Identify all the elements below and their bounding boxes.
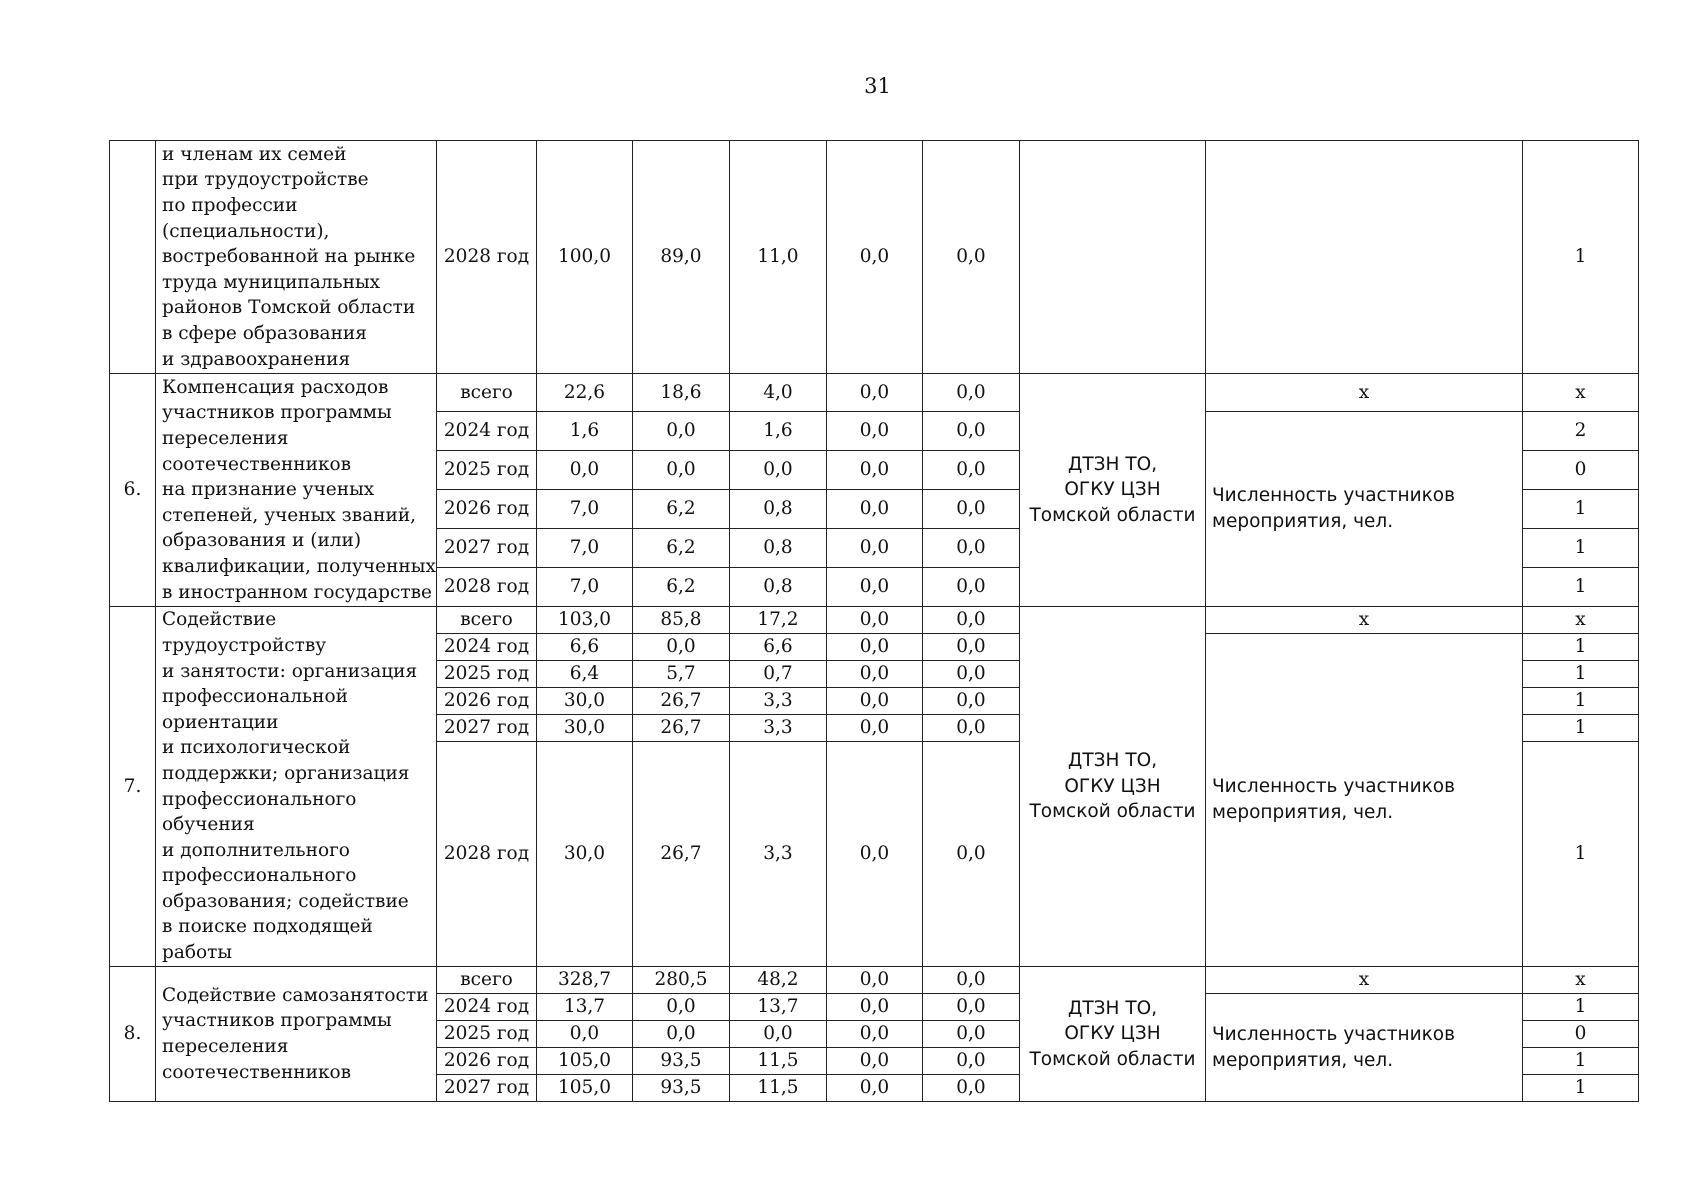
year-cell: 2027 год bbox=[437, 529, 537, 568]
value-cell: 0,0 bbox=[827, 661, 923, 688]
value-cell: 0,8 bbox=[730, 568, 827, 607]
value-cell: 0,0 bbox=[923, 568, 1020, 607]
value-cell: 0,0 bbox=[923, 994, 1020, 1021]
program-activities-table bbox=[109, 140, 1639, 1102]
target-value: 1 bbox=[1523, 688, 1639, 715]
value-cell: 0,0 bbox=[827, 568, 923, 607]
value-cell: 18,6 bbox=[633, 374, 730, 412]
value-cell: 5,7 bbox=[633, 661, 730, 688]
value-cell: 100,0 bbox=[537, 141, 633, 374]
value-cell: 328,7 bbox=[537, 967, 633, 994]
target-value: 1 bbox=[1523, 742, 1639, 967]
value-cell: 4,0 bbox=[730, 374, 827, 412]
target-value: 1 bbox=[1523, 634, 1639, 661]
value-cell: 0,0 bbox=[923, 967, 1020, 994]
year-cell: всего bbox=[437, 374, 537, 412]
value-cell: 0,0 bbox=[923, 634, 1020, 661]
value-cell: 0,0 bbox=[827, 688, 923, 715]
value-cell: 1,6 bbox=[537, 412, 633, 451]
value-cell: 7,0 bbox=[537, 529, 633, 568]
year-cell: 2028 год bbox=[437, 141, 537, 374]
value-cell: 0,0 bbox=[537, 1021, 633, 1048]
executor-cell bbox=[1020, 141, 1206, 374]
table-row bbox=[110, 374, 1639, 412]
value-cell: 6,6 bbox=[730, 634, 827, 661]
value-cell: 0,0 bbox=[923, 688, 1020, 715]
value-cell: 0,0 bbox=[923, 742, 1020, 967]
value-cell: 105,0 bbox=[537, 1075, 633, 1102]
activity-name: Содействие самозанятости участников программы переселения соотечественников bbox=[156, 967, 437, 1102]
target-value: 1 bbox=[1523, 715, 1639, 742]
activity-name: и членам их семей при трудоустройстве по профессии (специальности), востребованной на рынке труда муниципальных районов Томской области в сфере образования и здравоохранения bbox=[156, 141, 437, 374]
year-cell: 2025 год bbox=[437, 661, 537, 688]
target-value: 1 bbox=[1523, 994, 1639, 1021]
value-cell: 0,0 bbox=[633, 451, 730, 490]
row-number: 8. bbox=[110, 967, 156, 1102]
value-cell: 93,5 bbox=[633, 1075, 730, 1102]
value-cell: 11,5 bbox=[730, 1075, 827, 1102]
indicator-cell: Численность участников мероприятия, чел. bbox=[1206, 634, 1523, 967]
value-cell: 13,7 bbox=[730, 994, 827, 1021]
executor-cell: ДТЗН ТО, ОГКУ ЦЗН Томской области bbox=[1020, 374, 1206, 607]
year-cell: 2026 год bbox=[437, 688, 537, 715]
value-cell: 0,0 bbox=[730, 451, 827, 490]
value-cell: 6,2 bbox=[633, 568, 730, 607]
year-cell: 2025 год bbox=[437, 451, 537, 490]
table-row bbox=[110, 607, 1639, 634]
value-cell: 0,0 bbox=[923, 529, 1020, 568]
value-cell: 0,0 bbox=[633, 994, 730, 1021]
value-cell: 0,0 bbox=[827, 967, 923, 994]
table-row bbox=[110, 141, 1639, 374]
target-value: 0 bbox=[1523, 1021, 1639, 1048]
target-x: х bbox=[1523, 967, 1639, 994]
target-x: х bbox=[1523, 607, 1639, 634]
target-value: 1 bbox=[1523, 490, 1639, 529]
value-cell: 6,4 bbox=[537, 661, 633, 688]
year-cell: 2027 год bbox=[437, 1075, 537, 1102]
value-cell: 0,0 bbox=[633, 412, 730, 451]
value-cell: 0,0 bbox=[923, 451, 1020, 490]
value-cell: 0,0 bbox=[827, 529, 923, 568]
value-cell: 11,5 bbox=[730, 1048, 827, 1075]
row-number: 7. bbox=[110, 607, 156, 967]
value-cell: 89,0 bbox=[633, 141, 730, 374]
indicator-x: х bbox=[1206, 967, 1523, 994]
value-cell: 0,0 bbox=[827, 994, 923, 1021]
value-cell: 7,0 bbox=[537, 568, 633, 607]
value-cell: 0,0 bbox=[923, 412, 1020, 451]
value-cell: 0,0 bbox=[923, 661, 1020, 688]
table-row bbox=[110, 967, 1639, 994]
value-cell: 26,7 bbox=[633, 688, 730, 715]
indicator-x: х bbox=[1206, 374, 1523, 412]
target-value: 2 bbox=[1523, 412, 1639, 451]
value-cell: 6,6 bbox=[537, 634, 633, 661]
value-cell: 0,0 bbox=[827, 490, 923, 529]
value-cell: 0,0 bbox=[827, 141, 923, 374]
row-number-cell bbox=[110, 141, 156, 374]
value-cell: 0,0 bbox=[923, 607, 1020, 634]
value-cell: 280,5 bbox=[633, 967, 730, 994]
year-cell: 2024 год bbox=[437, 634, 537, 661]
value-cell: 0,0 bbox=[923, 374, 1020, 412]
executor-cell: ДТЗН ТО, ОГКУ ЦЗН Томской области bbox=[1020, 607, 1206, 967]
activity-name: Компенсация расходов участников программы переселения соотечественников на признание ученых степеней, ученых званий, образования и (или) квалификации, полученных в иностранном государстве bbox=[156, 374, 437, 607]
year-cell: 2028 год bbox=[437, 568, 537, 607]
value-cell: 93,5 bbox=[633, 1048, 730, 1075]
value-cell: 11,0 bbox=[730, 141, 827, 374]
value-cell: 85,8 bbox=[633, 607, 730, 634]
value-cell: 0,0 bbox=[923, 715, 1020, 742]
value-cell: 0,0 bbox=[923, 1021, 1020, 1048]
value-cell: 26,7 bbox=[633, 715, 730, 742]
value-cell: 0,0 bbox=[633, 634, 730, 661]
row-number: 6. bbox=[110, 374, 156, 607]
target-x: х bbox=[1523, 374, 1639, 412]
value-cell: 0,0 bbox=[923, 1075, 1020, 1102]
year-cell: 2027 год bbox=[437, 715, 537, 742]
value-cell: 0,7 bbox=[730, 661, 827, 688]
value-cell: 0,0 bbox=[827, 412, 923, 451]
value-cell: 17,2 bbox=[730, 607, 827, 634]
target-value: 1 bbox=[1523, 1075, 1639, 1102]
value-cell: 22,6 bbox=[537, 374, 633, 412]
indicator-cell: Численность участников мероприятия, чел. bbox=[1206, 412, 1523, 607]
year-cell: 2026 год bbox=[437, 490, 537, 529]
page-number: 31 bbox=[864, 74, 891, 98]
value-cell: 30,0 bbox=[537, 688, 633, 715]
value-cell: 3,3 bbox=[730, 742, 827, 967]
value-cell: 103,0 bbox=[537, 607, 633, 634]
value-cell: 105,0 bbox=[537, 1048, 633, 1075]
value-cell: 0,0 bbox=[923, 490, 1020, 529]
value-cell: 0,0 bbox=[827, 1021, 923, 1048]
value-cell: 30,0 bbox=[537, 742, 633, 967]
value-cell: 0,0 bbox=[923, 1048, 1020, 1075]
year-cell: 2028 год bbox=[437, 742, 537, 967]
value-cell: 26,7 bbox=[633, 742, 730, 967]
value-cell: 0,0 bbox=[827, 451, 923, 490]
year-cell: 2025 год bbox=[437, 1021, 537, 1048]
indicator-cell: Численность участников мероприятия, чел. bbox=[1206, 994, 1523, 1102]
indicator-cell bbox=[1206, 141, 1523, 374]
value-cell: 0,0 bbox=[827, 715, 923, 742]
value-cell: 0,0 bbox=[827, 1075, 923, 1102]
value-cell: 0,0 bbox=[730, 1021, 827, 1048]
target-value: 1 bbox=[1523, 568, 1639, 607]
target-value: 1 bbox=[1523, 661, 1639, 688]
year-cell: 2024 год bbox=[437, 994, 537, 1021]
value-cell: 3,3 bbox=[730, 715, 827, 742]
value-cell: 30,0 bbox=[537, 715, 633, 742]
value-cell: 0,0 bbox=[827, 374, 923, 412]
value-cell: 7,0 bbox=[537, 490, 633, 529]
value-cell: 0,0 bbox=[923, 141, 1020, 374]
value-cell: 3,3 bbox=[730, 688, 827, 715]
year-cell: 2024 год bbox=[437, 412, 537, 451]
activity-name: Содействие трудоустройству и занятости: организация профессиональной ориентации и психологической поддержки; организация профессионального обучения и дополнительного профессионального образования; содействие в поиске подходящей работы bbox=[156, 607, 437, 967]
value-cell: 0,8 bbox=[730, 490, 827, 529]
value-cell: 0,0 bbox=[827, 742, 923, 967]
executor-cell: ДТЗН ТО, ОГКУ ЦЗН Томской области bbox=[1020, 967, 1206, 1102]
indicator-x: х bbox=[1206, 607, 1523, 634]
value-cell: 1,6 bbox=[730, 412, 827, 451]
value-cell: 13,7 bbox=[537, 994, 633, 1021]
year-cell: 2026 год bbox=[437, 1048, 537, 1075]
target-value: 1 bbox=[1523, 141, 1639, 374]
target-value: 1 bbox=[1523, 529, 1639, 568]
year-cell: всего bbox=[437, 967, 537, 994]
value-cell: 0,0 bbox=[633, 1021, 730, 1048]
value-cell: 6,2 bbox=[633, 529, 730, 568]
value-cell: 0,0 bbox=[537, 451, 633, 490]
value-cell: 48,2 bbox=[730, 967, 827, 994]
value-cell: 0,8 bbox=[730, 529, 827, 568]
target-value: 1 bbox=[1523, 1048, 1639, 1075]
value-cell: 0,0 bbox=[827, 634, 923, 661]
value-cell: 0,0 bbox=[827, 1048, 923, 1075]
value-cell: 0,0 bbox=[827, 607, 923, 634]
target-value: 0 bbox=[1523, 451, 1639, 490]
year-cell: всего bbox=[437, 607, 537, 634]
value-cell: 6,2 bbox=[633, 490, 730, 529]
